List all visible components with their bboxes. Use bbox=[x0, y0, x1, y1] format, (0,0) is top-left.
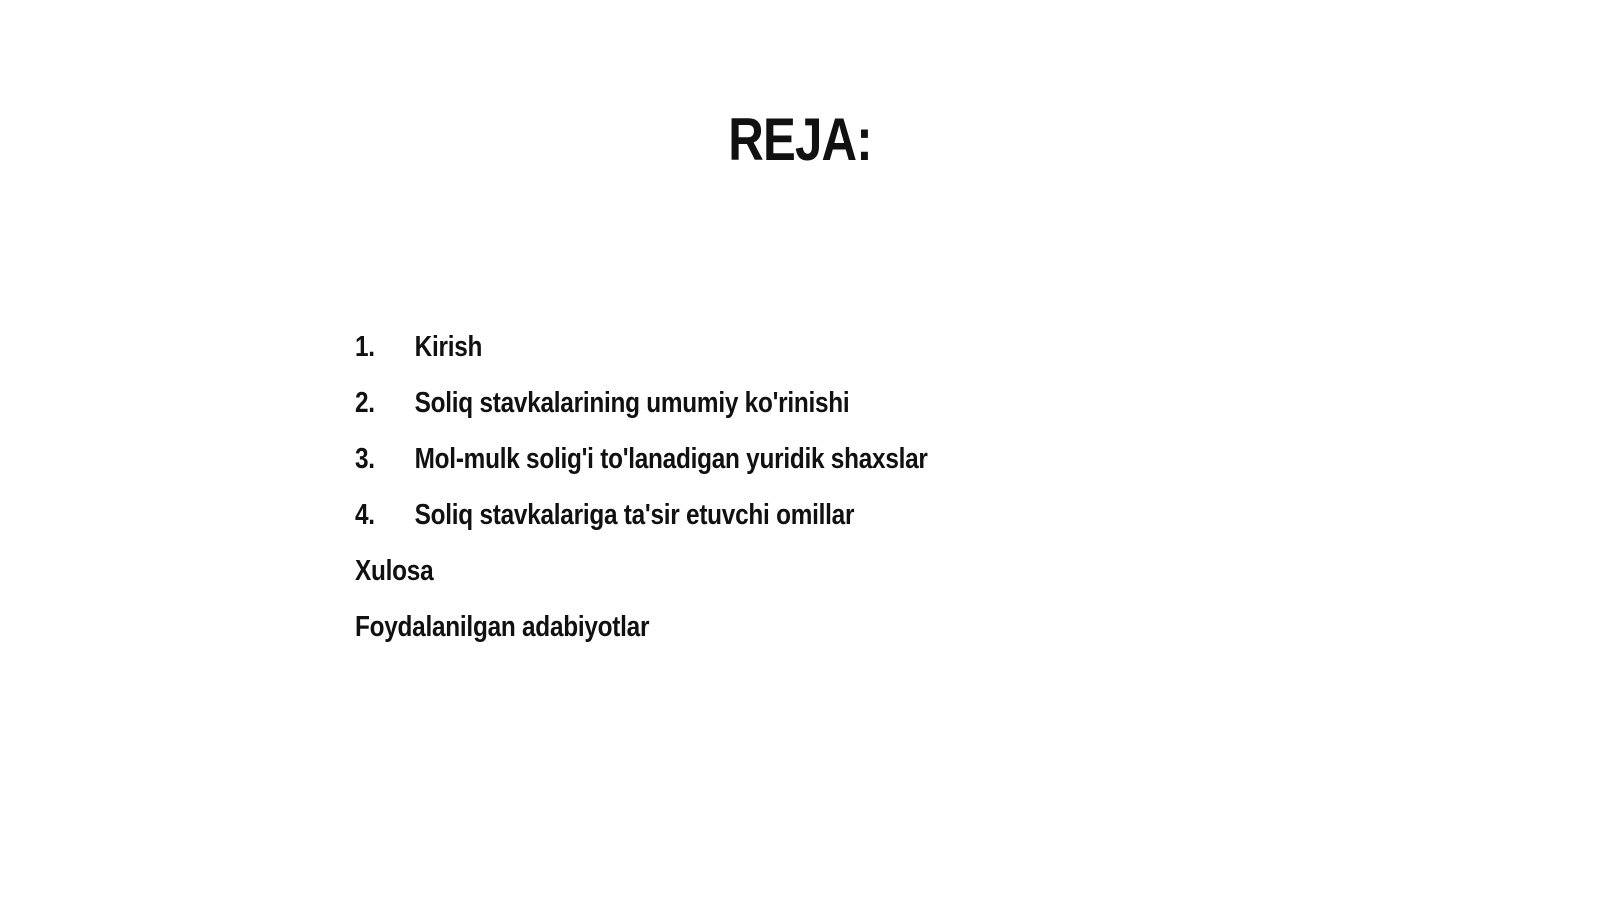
plan-item-text: Mol-mulk solig'i to'lanadigan yuridik shaxslar bbox=[414, 443, 928, 475]
plan-item-4 bbox=[355, 497, 928, 553]
plan-item-number: 2. bbox=[355, 387, 375, 419]
plan-item-3 bbox=[355, 441, 928, 497]
plan-item-references bbox=[355, 609, 928, 665]
plan-item-1 bbox=[355, 329, 928, 385]
plan-item-number: 1. bbox=[355, 331, 375, 363]
plan-item-conclusion bbox=[355, 553, 928, 609]
plan-list bbox=[355, 329, 1037, 665]
plan-item-number: 3. bbox=[355, 443, 375, 475]
plan-item-text: Soliq stavkalariga ta'sir etuvchi omillar bbox=[414, 499, 855, 531]
plan-item-text: Soliq stavkalarining umumiy ko'rinishi bbox=[414, 387, 850, 419]
plan-item-2 bbox=[355, 385, 928, 441]
plan-item-text: Xulosa bbox=[355, 555, 434, 587]
plan-item-number: 4. bbox=[355, 499, 375, 531]
slide-title: REJA: bbox=[728, 106, 872, 173]
plan-item-text: Foydalanilgan adabiyotlar bbox=[355, 611, 650, 643]
plan-item-text: Kirish bbox=[414, 331, 483, 363]
